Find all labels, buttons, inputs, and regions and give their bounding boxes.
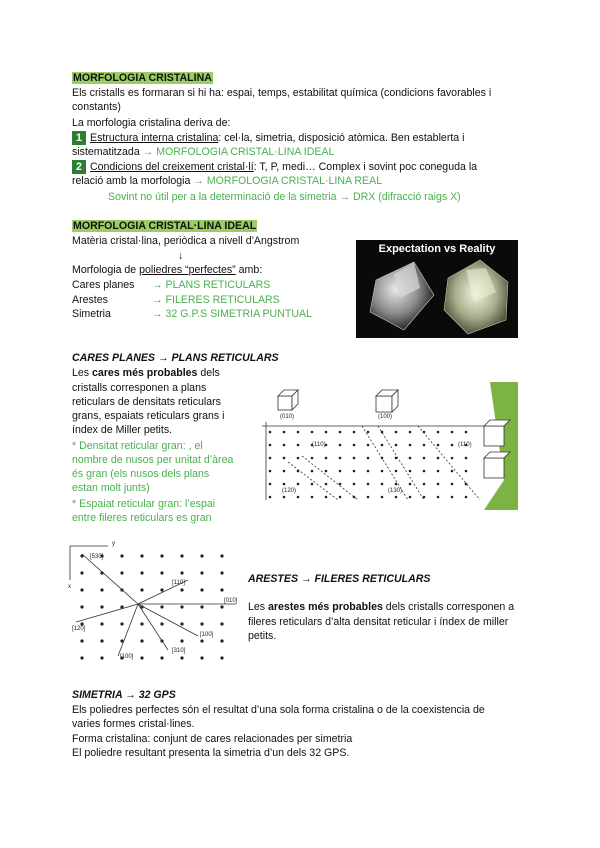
lattice-node <box>423 470 426 473</box>
lattice-dots <box>269 431 468 499</box>
lattice-node <box>160 554 163 557</box>
row-right: → 32 G.P.S SIMETRIA PUNTUAL <box>152 308 312 320</box>
lattice-node <box>367 431 370 434</box>
item-text: sistematitzada <box>72 146 140 158</box>
lattice-node <box>140 571 143 574</box>
row-left: Simetria <box>72 308 111 320</box>
lattice-node <box>395 483 398 486</box>
lattice-node <box>100 656 103 659</box>
cares-green-line: entre fileres reticulars es gran <box>72 512 212 524</box>
lattice-node <box>100 622 103 625</box>
row-label: [110] <box>172 580 185 586</box>
lattice-node <box>465 496 468 499</box>
row-label: [100] <box>120 654 134 660</box>
lattice-node <box>395 470 398 473</box>
plane-label: (110) <box>458 442 472 448</box>
lattice-node <box>325 470 328 473</box>
item-text: relació amb la morfologia <box>72 175 191 187</box>
lattice-node <box>367 496 370 499</box>
lattice-node <box>339 483 342 486</box>
lattice-node <box>395 496 398 499</box>
lattice-node <box>200 622 203 625</box>
row-labels <box>68 541 238 660</box>
plane-lines <box>262 422 490 500</box>
lattice-node <box>80 639 83 642</box>
lattice-node <box>367 457 370 460</box>
lattice-node <box>283 483 286 486</box>
lattice-node <box>140 622 143 625</box>
lattice-node <box>409 483 412 486</box>
lattice-node <box>381 444 384 447</box>
text-bold: cares més probables <box>92 367 198 379</box>
lattice-node <box>140 656 143 659</box>
lattice-rows-diagram <box>68 540 240 676</box>
intro-line: La morfologia cristalina deriva de: <box>72 117 231 129</box>
lattice-node <box>311 470 314 473</box>
lattice-node <box>409 457 412 460</box>
lattice-planes-diagram <box>258 382 518 510</box>
lattice-node <box>160 588 163 591</box>
lattice-node <box>437 483 440 486</box>
lattice-node <box>269 470 272 473</box>
lattice-node <box>325 457 328 460</box>
lattice-node <box>297 496 300 499</box>
lattice-node <box>367 444 370 447</box>
lattice-node <box>180 605 183 608</box>
simetria-line: Forma cristalina: conjunt de cares relacionades per simetria <box>72 733 353 745</box>
lattice-node <box>339 496 342 499</box>
item-text: : cel·la, simetria, disposició atòmica. Ben establerta i <box>218 132 465 144</box>
lattice-node <box>80 588 83 591</box>
lattice-node <box>395 444 398 447</box>
lattice-node <box>465 457 468 460</box>
item-2 <box>72 160 477 174</box>
lattice-node <box>451 483 454 486</box>
item-label: Estructura interna cristalina <box>90 132 219 144</box>
lattice-node <box>353 457 356 460</box>
cares-line: reticulars de densitats reticulars <box>72 396 221 408</box>
lattice-node <box>180 571 183 574</box>
lattice-node <box>437 431 440 434</box>
lattice-node <box>465 470 468 473</box>
ideal-line-2 <box>72 263 262 277</box>
lattice-node <box>409 431 412 434</box>
section-title-arestes: ARESTES → FILERES RETICULARS <box>248 573 431 585</box>
lattice-node <box>353 444 356 447</box>
lattice-node <box>437 444 440 447</box>
lattice-node <box>120 554 123 557</box>
lattice-node <box>423 457 426 460</box>
lattice-node <box>160 622 163 625</box>
lattice-node <box>311 457 314 460</box>
down-arrow: ↓ <box>178 250 184 262</box>
lattice-node <box>283 470 286 473</box>
intro-line: Els cristalls es formaran si hi ha: espai, temps, estabilitat química (condicions favorables i <box>72 87 492 99</box>
lattice-rows-figure <box>68 540 240 676</box>
lattice-node <box>220 622 223 625</box>
lattice-node <box>200 656 203 659</box>
lattice-node <box>180 639 183 642</box>
plane-label: (100) <box>378 414 393 420</box>
item-number-badge: 2 <box>72 160 86 174</box>
lattice-node <box>100 588 103 591</box>
section-title-ideal <box>72 219 257 233</box>
lattice-node <box>269 496 272 499</box>
note-line: Sovint no útil per a la determinació de la simetria → DRX (difracció raigs X) <box>108 191 461 203</box>
row-label: [530] <box>90 554 104 560</box>
cares-green-line: estan molt junts) <box>72 482 150 494</box>
item-label: Condicions del creixement cristal·lí <box>90 161 254 173</box>
row-label: [010] <box>224 598 238 604</box>
lattice-node <box>140 554 143 557</box>
lattice-node <box>381 496 384 499</box>
lattice-node <box>269 483 272 486</box>
lattice-node <box>381 470 384 473</box>
lattice-node <box>160 605 163 608</box>
text: Les <box>72 367 93 379</box>
section-title-cares: CARES PLANES → PLANS RETICULARS <box>72 352 279 364</box>
lattice-node <box>120 622 123 625</box>
lattice-node <box>283 431 286 434</box>
lattice-node <box>200 571 203 574</box>
text: Morfologia de <box>72 264 140 276</box>
lattice-node <box>180 656 183 659</box>
cares-line: grans, espaiats reticulars grans i <box>72 410 225 422</box>
plane-label: (130) <box>388 488 403 494</box>
lattice-node <box>437 470 440 473</box>
lattice-node <box>437 457 440 460</box>
lattice-node <box>80 605 83 608</box>
simetria-line: varies formes cristal·lines. <box>72 718 195 730</box>
lattice-node <box>367 470 370 473</box>
photo-caption: Expectation vs Reality <box>378 243 496 255</box>
cares-line <box>72 366 220 380</box>
arestes-line: fileres reticulars d’alta densitat reticular i índex de miller <box>248 616 509 628</box>
lattice-node <box>200 554 203 557</box>
lattice-node <box>325 431 328 434</box>
expectation-vs-reality-photo <box>356 240 518 338</box>
lattice-node <box>367 483 370 486</box>
lattice-node <box>325 483 328 486</box>
row-label: [310] <box>172 648 186 654</box>
lattice-node <box>451 470 454 473</box>
lattice-node <box>423 483 426 486</box>
lattice-node <box>297 457 300 460</box>
lattice-node <box>297 431 300 434</box>
arestes-line <box>248 600 514 614</box>
lattice-node <box>381 483 384 486</box>
lattice-node <box>200 639 203 642</box>
lattice-node <box>180 554 183 557</box>
lattice-node <box>180 588 183 591</box>
lattice-dots <box>80 554 223 659</box>
lattice-node <box>220 656 223 659</box>
lattice-node <box>339 431 342 434</box>
crystal-images <box>356 240 518 338</box>
lattice-node <box>339 470 342 473</box>
row-right: → FILERES RETICULARS <box>152 294 280 306</box>
lattice-node <box>283 444 286 447</box>
plane-label: (120) <box>282 488 297 494</box>
section-title-text: MORFOLOGIA CRISTAL·LINA IDEAL <box>73 220 257 232</box>
lattice-node <box>311 431 314 434</box>
lattice-node <box>395 431 398 434</box>
lattice-node <box>353 483 356 486</box>
lattice-node <box>325 496 328 499</box>
cares-green-line: * Espaiat reticular gran: l’espai <box>72 498 216 510</box>
cares-green-line: és gran (els nusos dels plans <box>72 468 210 480</box>
text: dels cristalls corresponen a <box>382 601 515 613</box>
intro-line: constants) <box>72 101 121 113</box>
lattice-node <box>269 444 272 447</box>
simetria-line: El poliedre resultant presenta la simetria d’un dels 32 GPS. <box>72 747 350 759</box>
lattice-node <box>283 496 286 499</box>
simetria-line: Els poliedres perfectes són el resultat d’una sola forma cristalina o de la coexistencia de <box>72 704 485 716</box>
row-right: → PLANS RETICULARS <box>152 279 271 291</box>
lattice-node <box>409 444 412 447</box>
lattice-node <box>100 639 103 642</box>
text: dels <box>197 367 220 379</box>
lattice-planes-figure <box>258 382 518 510</box>
text-underlined: poliedres “perfectes” <box>139 264 236 276</box>
lattice-node <box>451 444 454 447</box>
row-lines <box>70 546 236 656</box>
lattice-node <box>200 605 203 608</box>
text: amb: <box>235 264 263 276</box>
row-left: Arestes <box>72 294 108 306</box>
cares-green-line: nombre de nusos per unitat d’àrea <box>72 454 234 466</box>
lattice-node <box>409 470 412 473</box>
item-1 <box>72 131 464 145</box>
lattice-node <box>269 457 272 460</box>
text-bold: arestes més probables <box>268 601 383 613</box>
section-title-simetria: SIMETRIA → 32 GPS <box>72 689 176 701</box>
lattice-node <box>180 622 183 625</box>
section-title-morfologia <box>72 71 213 85</box>
cares-line: cristalls corresponen a plans <box>72 382 207 394</box>
lattice-node <box>353 431 356 434</box>
lattice-node <box>353 470 356 473</box>
row-label: [120] <box>72 626 86 632</box>
lattice-node <box>339 457 342 460</box>
lattice-node <box>339 444 342 447</box>
item-text: : T, P, medi… Complex i sovint poc coneguda la <box>253 161 478 173</box>
item-1-cont <box>72 145 334 159</box>
row-left: Cares planes <box>72 279 135 291</box>
arestes-line: petits. <box>248 630 277 642</box>
axis-label-y: y <box>112 541 115 547</box>
cares-green-line: * Densitat reticular gran: , el <box>72 440 203 452</box>
lattice-node <box>297 483 300 486</box>
plane-label: (110) <box>312 442 326 448</box>
lattice-node <box>451 457 454 460</box>
item-number-badge: 1 <box>72 131 86 145</box>
lattice-node <box>423 444 426 447</box>
lattice-node <box>269 431 272 434</box>
lattice-node <box>311 483 314 486</box>
axis-label-x: x <box>68 584 71 590</box>
lattice-node <box>140 639 143 642</box>
lattice-node <box>220 639 223 642</box>
lattice-node <box>465 431 468 434</box>
lattice-node <box>220 571 223 574</box>
item-arrow-text: → MORFOLOGIA CRISTAL·LINA IDEAL <box>142 146 335 158</box>
lattice-node <box>100 605 103 608</box>
lattice-node <box>451 431 454 434</box>
lattice-node <box>451 496 454 499</box>
lattice-node <box>160 571 163 574</box>
section-title-text: MORFOLOGIA CRISTALINA <box>73 72 212 84</box>
plane-label: (010) <box>280 414 295 420</box>
lattice-node <box>220 554 223 557</box>
lattice-node <box>80 656 83 659</box>
row-label: [100] <box>200 632 214 638</box>
lattice-node <box>160 656 163 659</box>
lattice-node <box>200 588 203 591</box>
lattice-node <box>140 588 143 591</box>
lattice-node <box>120 571 123 574</box>
lattice-node <box>283 457 286 460</box>
cares-line: índex de Miller petits. <box>72 424 173 436</box>
lattice-node <box>297 444 300 447</box>
lattice-node <box>409 496 412 499</box>
item-2-cont <box>72 174 382 188</box>
lattice-node <box>437 496 440 499</box>
lattice-node <box>311 496 314 499</box>
lattice-node <box>80 571 83 574</box>
text: Les <box>248 601 269 613</box>
lattice-node <box>220 605 223 608</box>
lattice-node <box>220 588 223 591</box>
ideal-line: Matèria cristal·lina, periòdica a nivell d’Angstrom <box>72 235 300 247</box>
item-arrow-text: → MORFOLOGIA CRISTAL·LINA REAL <box>193 175 383 187</box>
